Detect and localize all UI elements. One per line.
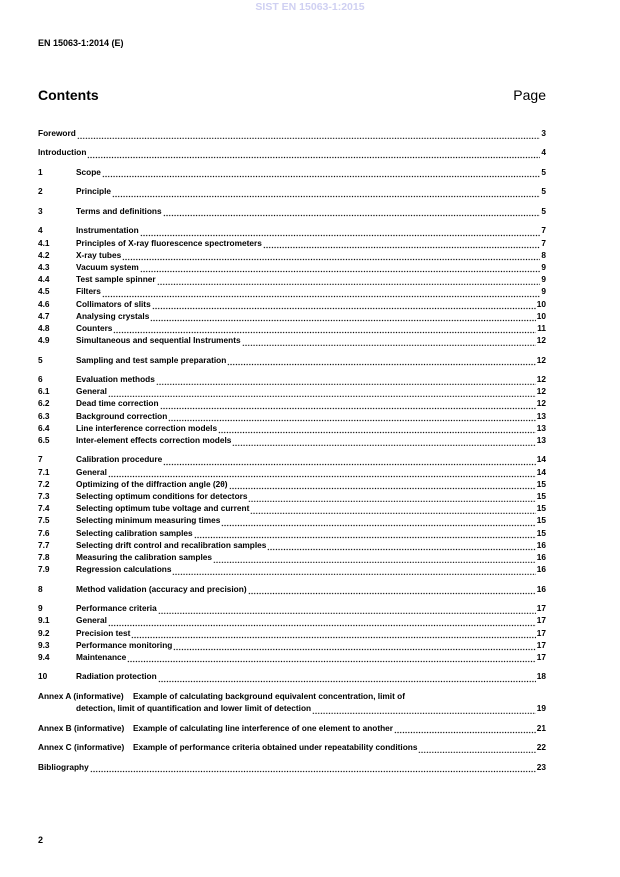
annex-label: Annex B (informative)	[38, 722, 125, 733]
entry-number: 9.3	[38, 639, 50, 650]
entry-number: 7.5	[38, 515, 50, 526]
entry-page: 8	[541, 249, 546, 260]
leader-dots	[250, 505, 535, 514]
entry-page: 13	[536, 410, 546, 421]
entry-page: 15	[536, 478, 546, 489]
entry-title: Sampling and test sample preparation	[76, 354, 227, 365]
toc-entry[interactable]	[38, 385, 546, 397]
toc-group	[38, 166, 546, 178]
leader-dots	[227, 357, 535, 366]
leader-dots	[394, 725, 536, 734]
entry-number: 4.9	[38, 335, 50, 346]
entry-number: 8	[38, 583, 43, 594]
toc-annex[interactable]	[38, 722, 546, 734]
toc-group	[38, 224, 546, 346]
entry-title: Filters	[76, 286, 101, 297]
entry-page: 7	[541, 237, 546, 248]
entry-number: 6.1	[38, 386, 50, 397]
leader-dots	[112, 189, 540, 198]
toc-group	[38, 205, 546, 217]
leader-dots	[312, 705, 536, 714]
entry-title: Principle	[76, 186, 112, 197]
entry-number: 9.4	[38, 651, 50, 662]
entry-title: Test sample spinner	[76, 274, 156, 285]
toc-entry[interactable]	[38, 583, 546, 595]
annex-title-line: Example of calculating background equivalent concentration, limit of	[133, 690, 405, 701]
toc-group	[38, 146, 546, 158]
entry-page: 3	[541, 127, 546, 138]
toc-entry[interactable]	[38, 651, 546, 663]
toc-entry[interactable]	[38, 602, 546, 614]
annex-label: Annex C (informative)	[38, 742, 125, 753]
page-column-label: Page	[513, 87, 546, 103]
toc-entry[interactable]	[38, 354, 546, 366]
entry-page: 23	[536, 761, 546, 772]
toc-entry-bibliography[interactable]	[38, 761, 546, 773]
entry-title: Bibliography	[38, 761, 89, 772]
entry-number: 4.8	[38, 322, 50, 333]
document-header: EN 15063-1:2014 (E)	[38, 38, 124, 48]
toc-entry[interactable]	[38, 514, 546, 526]
page-number: 2	[38, 835, 44, 845]
leader-dots	[108, 388, 536, 397]
entry-page: 14	[536, 454, 546, 465]
toc-entry[interactable]	[38, 224, 546, 236]
toc-entry[interactable]	[38, 490, 546, 502]
leader-dots	[102, 169, 540, 178]
toc-entry[interactable]	[38, 551, 546, 563]
entry-page: 16	[536, 583, 546, 594]
table-of-contents	[38, 127, 546, 780]
entry-page: 5	[541, 205, 546, 216]
leader-dots	[221, 518, 535, 527]
toc-annex[interactable]	[38, 741, 546, 753]
annex-page: 21	[536, 722, 546, 733]
leader-dots	[418, 744, 535, 753]
entry-number: 9	[38, 603, 43, 614]
entry-number: 7.6	[38, 527, 50, 538]
toc-entry[interactable]	[38, 285, 546, 297]
leader-dots	[218, 425, 536, 434]
toc-entry[interactable]	[38, 563, 546, 575]
entry-title: Evaluation methods	[76, 374, 155, 385]
toc-entry[interactable]	[38, 322, 546, 334]
entry-title: Terms and definitions	[76, 205, 162, 216]
toc-group	[38, 373, 546, 446]
leader-dots	[77, 130, 541, 139]
entry-page: 12	[536, 335, 546, 346]
entry-page: 17	[536, 639, 546, 650]
entry-title: Principles of X-ray fluorescence spectrometers	[76, 237, 262, 248]
entry-number: 6.5	[38, 435, 50, 445]
leader-dots	[122, 252, 540, 261]
toc-entry[interactable]	[38, 670, 546, 682]
entry-page: 16	[536, 551, 546, 562]
entry-title: Inter-element effects correction models	[76, 435, 232, 445]
toc-entry[interactable]	[38, 310, 546, 322]
entry-title: Selecting optimum conditions for detectors	[76, 491, 248, 502]
toc-entry[interactable]	[38, 466, 546, 478]
toc-group	[38, 583, 546, 595]
leader-dots	[163, 208, 541, 217]
annex-title-line: Example of calculating line interference of one element to another	[133, 722, 394, 733]
entry-number: 7.9	[38, 564, 50, 575]
leader-dots	[263, 240, 541, 249]
entry-page: 9	[541, 286, 546, 297]
leader-dots	[140, 228, 541, 237]
entry-number: 4.7	[38, 310, 50, 321]
annex-label: Annex A (informative)	[38, 690, 124, 701]
entry-page: 12	[536, 374, 546, 385]
leader-dots	[173, 642, 535, 651]
entry-page: 9	[541, 261, 546, 272]
entry-page: 10	[536, 310, 546, 321]
leader-dots	[108, 469, 536, 478]
toc-entry[interactable]	[38, 205, 546, 217]
leader-dots	[160, 401, 536, 410]
entry-title: Precision test	[76, 627, 131, 638]
entry-page: 15	[536, 491, 546, 502]
leader-dots	[87, 150, 540, 159]
entry-number: 7.3	[38, 491, 50, 502]
toc-entry[interactable]	[38, 410, 546, 422]
entry-title: Foreword	[38, 127, 76, 138]
entry-number: 4.1	[38, 237, 50, 248]
entry-number: 7	[38, 454, 43, 465]
annex-line	[38, 690, 546, 702]
toc-entry[interactable]	[38, 422, 546, 434]
toc-entry[interactable]	[38, 627, 546, 639]
toc-group	[38, 354, 546, 366]
entry-title: Background correction	[76, 410, 168, 421]
leader-dots	[158, 674, 536, 683]
entry-page: 10	[536, 298, 546, 309]
toc-entry[interactable]	[38, 478, 546, 490]
annex-page: 22	[536, 742, 546, 753]
entry-title: Analysing crystals	[76, 310, 150, 321]
toc-entry[interactable]	[38, 298, 546, 310]
entry-title: Selecting drift control and recalibration samples	[76, 539, 267, 550]
toc-group	[38, 761, 546, 773]
toc-group	[38, 185, 546, 197]
toc-group	[38, 454, 546, 576]
entry-page: 12	[536, 354, 546, 365]
entry-page: 18	[536, 671, 546, 682]
leader-dots	[113, 325, 536, 334]
toc-entry[interactable]	[38, 614, 546, 626]
entry-title: Regression calculations	[76, 564, 172, 575]
toc-entry[interactable]	[38, 502, 546, 514]
entry-number: 2	[38, 186, 43, 197]
entry-title: Radiation protection	[76, 671, 157, 682]
leader-dots	[267, 542, 535, 551]
leader-dots	[156, 376, 536, 385]
entry-title: General	[76, 466, 107, 477]
leader-dots	[152, 301, 536, 310]
toc-entry[interactable]	[38, 185, 546, 197]
entry-page: 9	[541, 274, 546, 285]
contents-title: Contents	[38, 87, 99, 103]
entry-number: 6.4	[38, 422, 50, 433]
toc-entry[interactable]	[38, 397, 546, 409]
entry-title: Measuring the calibration samples	[76, 551, 213, 562]
entry-page: 11	[537, 322, 546, 333]
annex-line	[38, 741, 546, 753]
leader-dots	[232, 437, 535, 446]
entry-page: 16	[536, 539, 546, 550]
entry-title: Performance monitoring	[76, 639, 173, 650]
toc-entry[interactable]	[38, 127, 546, 139]
leader-dots	[102, 289, 540, 298]
annex-line	[38, 722, 546, 734]
entry-number: 5	[38, 354, 43, 365]
entry-title: Vacuum system	[76, 261, 139, 272]
entry-page: 17	[536, 603, 546, 614]
leader-dots	[127, 654, 536, 663]
entry-title: Selecting optimum tube voltage and current	[76, 503, 250, 514]
toc-group	[38, 670, 546, 682]
leader-dots	[158, 605, 536, 614]
entry-number: 10	[38, 671, 48, 682]
leader-dots	[108, 618, 536, 627]
toc-entry[interactable]	[38, 454, 546, 466]
entry-number: 9.2	[38, 627, 50, 638]
toc-entry[interactable]	[38, 166, 546, 178]
entry-title: Method validation (accuracy and precision)	[76, 583, 247, 594]
annex-title-line: Example of performance criteria obtained under repeatability conditions	[133, 742, 418, 753]
toc-entry[interactable]	[38, 639, 546, 651]
toc-group	[38, 602, 546, 663]
entry-page: 13	[536, 435, 546, 445]
leader-dots	[90, 764, 536, 773]
entry-title: General	[76, 615, 107, 626]
leader-dots	[248, 586, 536, 595]
watermark: SIST EN 15063-1:2015	[255, 1, 365, 13]
toc-entry[interactable]	[38, 539, 546, 551]
entry-page: 13	[536, 422, 546, 433]
entry-title: General	[76, 386, 107, 397]
entry-title: Collimators of slits	[76, 298, 151, 309]
entry-number: 3	[38, 205, 43, 216]
toc-entry[interactable]	[38, 434, 546, 446]
entry-title: Line interference correction models	[76, 422, 218, 433]
entry-title: Optimizing of the diffraction angle (2θ)	[76, 478, 228, 489]
entry-number: 7.8	[38, 551, 50, 562]
entry-title: Instrumentation	[76, 225, 139, 236]
entry-number: 4.6	[38, 298, 50, 309]
entry-title: X-ray tubes	[76, 249, 122, 260]
entry-number: 4.4	[38, 274, 50, 285]
entry-page: 12	[536, 386, 546, 397]
entry-title: Maintenance	[76, 651, 127, 662]
toc-group	[38, 127, 546, 139]
entry-number: 7.7	[38, 539, 50, 550]
leader-dots	[172, 566, 535, 575]
entry-page: 17	[536, 627, 546, 638]
entry-number: 7.4	[38, 503, 50, 514]
leader-dots	[194, 530, 536, 539]
leader-dots	[168, 413, 535, 422]
leader-dots	[248, 493, 535, 502]
annex-line	[38, 702, 546, 714]
entry-page: 12	[536, 398, 546, 409]
leader-dots	[131, 630, 535, 639]
entry-title: Selecting calibration samples	[76, 527, 193, 538]
leader-dots	[229, 481, 536, 490]
entry-number: 6	[38, 374, 43, 385]
entry-number: 4.5	[38, 286, 50, 297]
toc-annex[interactable]	[38, 690, 546, 714]
entry-page: 5	[541, 186, 546, 197]
entry-page: 15	[536, 515, 546, 526]
entry-title: Counters	[76, 322, 113, 333]
entry-number: 7.2	[38, 478, 50, 489]
entry-number: 4	[38, 225, 43, 236]
entry-title: Dead time correction	[76, 398, 159, 409]
entry-page: 4	[541, 147, 546, 158]
toc-entry[interactable]	[38, 334, 546, 346]
toc-entry[interactable]	[38, 237, 546, 249]
entry-number: 6.2	[38, 398, 50, 409]
entry-page: 14	[536, 466, 546, 477]
annex-page: 19	[536, 703, 546, 714]
toc-entry[interactable]	[38, 249, 546, 261]
leader-dots	[163, 457, 536, 466]
entry-page: 15	[536, 527, 546, 538]
entry-title: Scope	[76, 166, 101, 177]
entry-page: 17	[536, 615, 546, 626]
entry-page: 16	[536, 564, 546, 575]
entry-number: 9.1	[38, 615, 50, 626]
annex-title-line: detection, limit of quantification and lower limit of detection	[76, 703, 312, 714]
entry-title: Simultaneous and sequential Instruments	[76, 335, 241, 346]
toc-entry[interactable]	[38, 527, 546, 539]
entry-title: Calibration procedure	[76, 454, 163, 465]
toc-entry[interactable]	[38, 261, 546, 273]
entry-number: 6.3	[38, 410, 50, 421]
entry-title: Introduction	[38, 147, 87, 158]
toc-entry[interactable]	[38, 146, 546, 158]
toc-entry[interactable]	[38, 373, 546, 385]
leader-dots	[242, 337, 536, 346]
leader-dots	[150, 313, 535, 322]
entry-page: 7	[541, 225, 546, 236]
leader-dots	[140, 264, 541, 273]
entry-number: 7.1	[38, 466, 50, 477]
leader-dots	[157, 276, 541, 285]
entry-title: Performance criteria	[76, 603, 157, 614]
entry-title: Selecting minimum measuring times	[76, 515, 221, 526]
entry-number: 1	[38, 166, 43, 177]
leader-dots	[213, 554, 536, 563]
entry-page: 15	[536, 503, 546, 514]
entry-page: 17	[536, 651, 546, 662]
toc-entry[interactable]	[38, 273, 546, 285]
entry-page: 5	[541, 166, 546, 177]
entry-number: 4.3	[38, 261, 50, 272]
entry-number: 4.2	[38, 249, 50, 260]
